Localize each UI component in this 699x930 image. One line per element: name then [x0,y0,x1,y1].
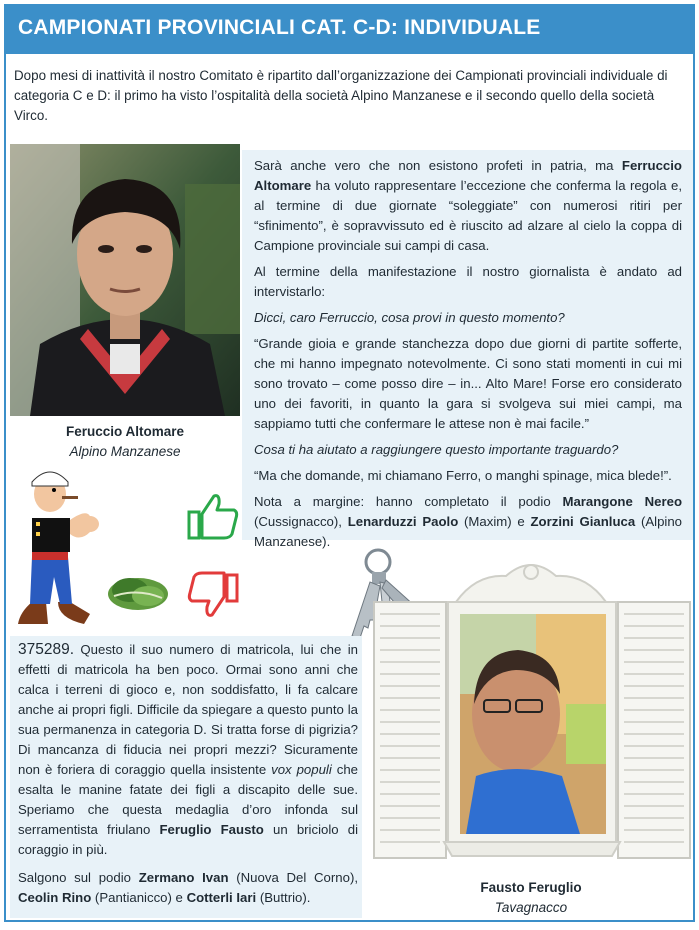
interview-question: Cosa ti ha aiutato a raggiungere questo importante traguardo? [254,442,619,457]
interview-question: Dicci, caro Ferruccio, cosa provi in questo momento? [254,310,565,325]
caption-club: Alpino Manzanese [69,444,181,459]
title-bar [6,6,693,54]
thumbs-up-icon [186,490,240,542]
popeye-cartoon [10,462,110,632]
window-frame [366,554,695,876]
article-paragraph: Sarà anche vero che non esistono profeti in patria, ma Ferruccio Altomare ha voluto rappresentare l’eccezione che conferma la regola e, al termine di due giornate “soleggiate” con numerosi ritiri per “sfinimento”, è sopravvissuto ed è riuscito ad alzare al cielo la coppa di Campione provinciale sui campi di casa. [254,158,682,253]
spinach-icon [104,568,172,616]
matricola-number: 375289. [18,641,75,658]
caption-ferruccio [10,422,240,462]
interview-answer: “Ma che domande, mi chiamano Ferro, o manghi spinage, mica blede!”. [254,468,672,483]
thumbs-down-icon [186,571,240,621]
intro-paragraph: Dopo mesi di inattività il nostro Comitato è ripartito dall’organizzazione dei Campionati provinciali individuale di categoria C e D: il primo ha visto l’ospitalità della società Alpino Manzanese e il secondo quello della società Virco. [14,68,668,123]
article-altomare [242,150,694,549]
article-paragraph: Al termine della manifestazione il nostro giornalista è andato ad intervistarlo: [254,264,682,299]
podium-note: Salgono sul podio Zermano Ivan (Nuova Del Corno), Ceolin Rino (Pantianicco) e Cotterli Iari (Buttrio). [18,870,358,905]
caption-fausto [386,878,676,918]
page-title: CAMPIONATI PROVINCIALI CAT. C-D: INDIVIDUALE [18,16,541,39]
article-paragraph: 375289. Questo il suo numero di matricola, lui che in effetti di matricola ha ben poco. Ormai sono anni che calca i terreni di gioco e, non soddisfatto, li fa calcare anche ai propri figli. Difficile da spiegare a questo punto la sua permanenza in categoria D. Si tratta forse di pigrizia? Di mancanza di fiducia nei propri mezzi? Sicuramente non è foriera di coraggio quella insistente vox populi che esalta le manine fatate dei figli a discapito delle sue. Speriamo che questa medaglia d’oro infonda sul serramentista friulano Feruglio Fausto un briciolo di coraggio in più. [18,641,359,857]
interview-answer: “Grande gioia e grande stanchezza dopo due giorni di partite sofferte, che mi hanno impegnato notevolmente. Ci sono stati momenti in cui mi sono trovato – come posso dire – in... Alto Mare! Forse ero considerato uno dei favoriti, in quanto la gara si svolgeva sui miei campi, ma sappiamo tutti che confermare le attese non è mai facile.” [254,336,682,431]
article-feruglio [10,636,362,918]
caption-name: Fausto Feruglio [480,880,582,895]
podium-note: Nota a margine: hanno completato il podio Marangone Nereo (Cussignacco), Lenarduzzi Paolo (Maxim) e Zorzini Gianluca (Alpino Manzanese). [254,494,682,549]
caption-club: Tavagnacco [494,900,568,915]
newsletter-page [4,4,695,922]
photo-ferruccio-altomare [10,144,240,416]
caption-name: Feruccio Altomare [65,424,185,439]
